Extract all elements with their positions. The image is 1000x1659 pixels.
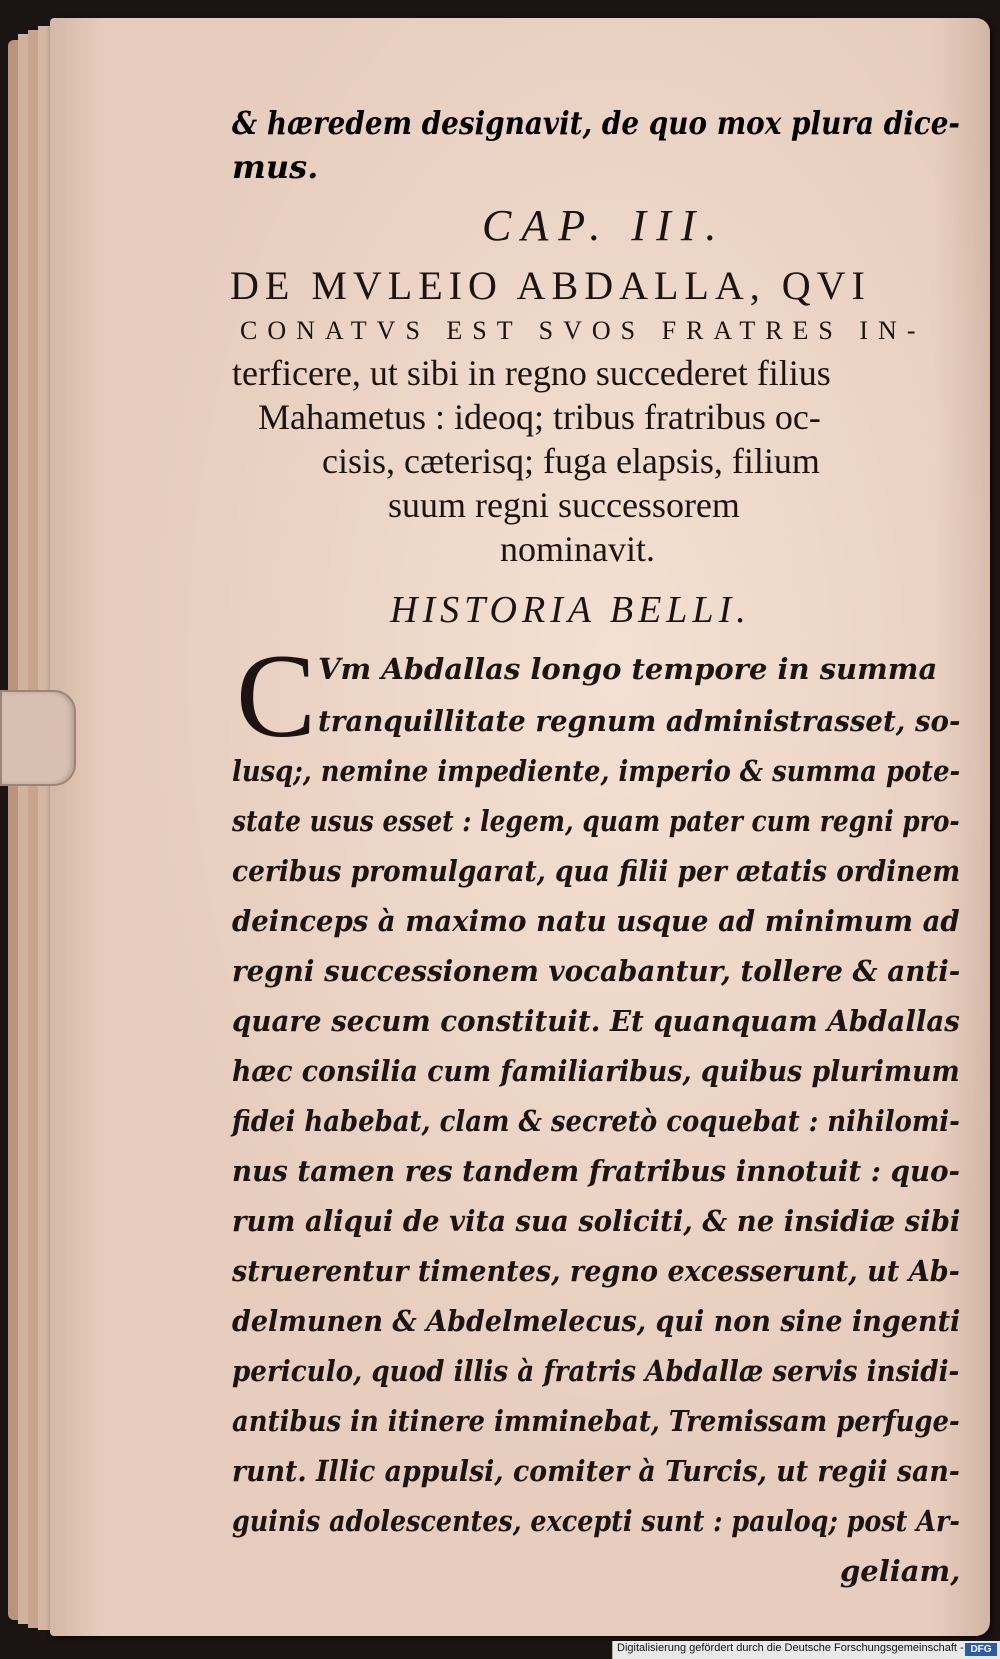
drop-cap: C: [236, 629, 317, 762]
body-line: quare secum constituit. Et quanquam Abdallas: [232, 1004, 960, 1038]
chapter-summary-line: Mahametus : ideoq; tribus fratribus oc-: [258, 397, 821, 437]
footer-bar: [612, 1641, 1000, 1659]
body-line: runt. Illic appulsi, comiter à Turcis, ut regii san-: [232, 1454, 960, 1488]
chapter-number: CAP. III.: [482, 201, 727, 250]
chapter-summary-line: cisis, cæterisq; fuga elapsis, filium: [322, 441, 820, 481]
body-line: regni successionem vocabantur, tollere & anti-: [232, 954, 961, 988]
body-line: antibus in itinere imminebat, Tremissam perfuge-: [232, 1404, 960, 1438]
chapter-summary-line: terficere, ut sibi in regno succederet filius: [232, 353, 831, 393]
body-line: nus tamen res tandem fratribus innotuit : quo-: [232, 1154, 961, 1188]
chapter-heading: DE MVLEIO ABDALLA, QVI: [230, 263, 871, 308]
text-line: mus.: [232, 148, 319, 186]
catchword: geliam,: [840, 1554, 961, 1588]
body-line: rum aliqui de vita sua soliciti, & ne insidiæ sibi: [232, 1204, 961, 1238]
body-line: Vm Abdallas longo tempore in summa: [318, 652, 938, 686]
footer-credit: Digitalisierung gefördert durch die Deutsche Forschungsgemeinschaft -: [617, 1642, 964, 1654]
body-line: deinceps à maximo natu usque ad minimum ad: [232, 904, 960, 938]
body-line: delmunen & Abdelmelecus, qui non sine ingenti: [232, 1304, 961, 1338]
chapter-heading: CONATVS EST SVOS FRATRES IN-: [240, 316, 926, 345]
body-line: guinis adolescentes, excepti sunt : pauloq; post Ar-: [232, 1504, 960, 1538]
chapter-summary-line: suum regni successorem: [388, 485, 740, 525]
body-line: lusq;, nemine impediente, imperio & summa pote-: [232, 754, 961, 788]
body-line: struerentur timentes, regno excesserunt, ut Ab-: [232, 1254, 960, 1288]
section-heading: HISTORIA BELLI.: [390, 589, 751, 631]
body-line: fidei habebat, clam & secretò coquebat : nihilomi-: [232, 1104, 960, 1138]
chapter-summary-line: nominavit.: [500, 529, 655, 569]
body-line: hæc consilia cum familiaribus, quibus plurimum: [232, 1054, 960, 1088]
body-line: state usus esset : legem, quam pater cum regni pro-: [232, 804, 960, 838]
book-clasp: [0, 690, 76, 786]
dfg-logo: DFG: [965, 1643, 997, 1656]
body-line: periculo, quod illis à fratris Abdallæ servis insidi-: [232, 1354, 960, 1388]
body-line: ceribus promulgarat, qua filii per ætatis ordinem: [232, 854, 961, 888]
body-line: tranquillitate regnum administrasset, so-: [318, 704, 961, 738]
text-line: & hæredem designavit, de quo mox plura dice-: [232, 104, 960, 142]
